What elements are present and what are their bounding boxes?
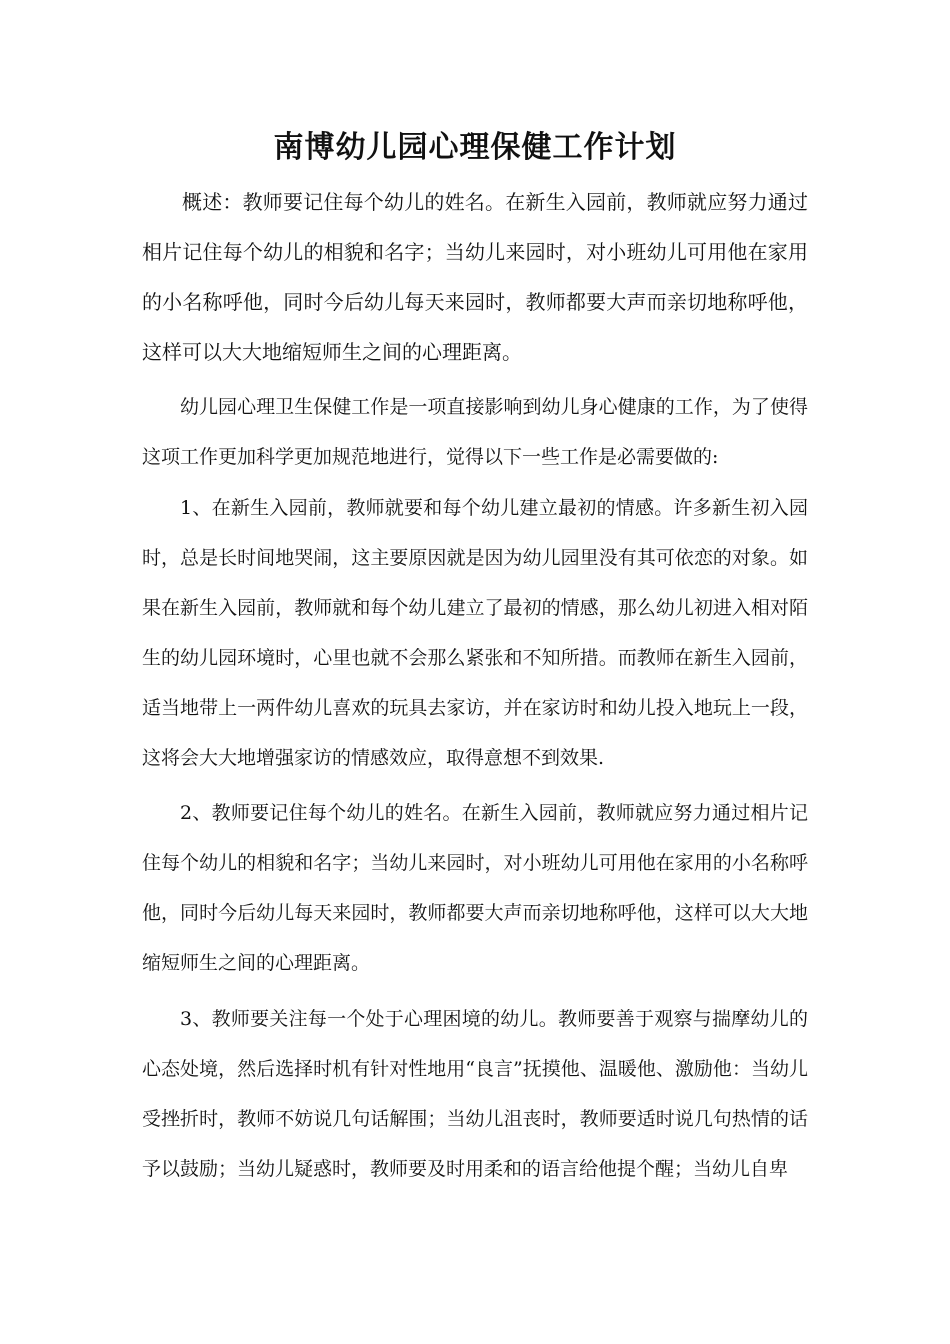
item-3-paragraph: 3、教师要关注每一个处于心理困境的幼儿。教师要善于观察与揣摩幼儿的心态处境，然后选择时机有针对性地用“良言”抚摸他、温暖他、激励他：当幼儿受挫折时，教师不妨说几句话解围；当幼儿沮丧时，教师要适时说几句热情的话予以鼓励；当幼儿疑惑时，教师要及时用柔和的语言给他提个醒；当幼儿自卑	[142, 1008, 808, 1180]
item-2-paragraph: 2、教师要记住每个幼儿的姓名。在新生入园前，教师就应努力通过相片记住每个幼儿的相貌和名字；当幼儿来园时，对小班幼儿可用他在家用的小名称呼他，同时今后幼儿每天来园时，教师都要大声而亲切地称呼他，这样可以大大地缩短师生之间的心理距离。	[142, 802, 808, 974]
document-title: 南博幼儿园心理保健工作计划	[273, 130, 677, 166]
summary-paragraph: 概述：教师要记住每个幼儿的姓名。在新生入园前，教师就应努力通过相片记住每个幼儿的相貌和名字；当幼儿来园时，对小班幼儿可用他在家用的小名称呼他，同时今后幼儿每天来园时，教师都要大声而亲切地称呼他，这样可以大大地缩短师生之间的心理距离。	[142, 190, 808, 364]
item-1-paragraph: 1、在新生入园前，教师就要和每个幼儿建立最初的情感。许多新生初入园时，总是长时间地哭闹，这主要原因就是因为幼儿园里没有其可依恋的对象。如果在新生入园前，教师就和每个幼儿建立了最初的情感，那么幼儿初进入相对陌生的幼儿园环境时，心里也就不会那么紧张和不知所措。而教师在新生入园前，适当地带上一两件幼儿喜欢的玩具去家访，并在家访时和幼儿投入地玩上一段，这将会大大地增强家访的情感效应，取得意想不到效果.	[142, 497, 808, 769]
intro-paragraph: 幼儿园心理卫生保健工作是一项直接影响到幼儿身心健康的工作，为了使得这项工作更加科学更加规范地进行，觉得以下一些工作是必需要做的:	[142, 396, 808, 468]
